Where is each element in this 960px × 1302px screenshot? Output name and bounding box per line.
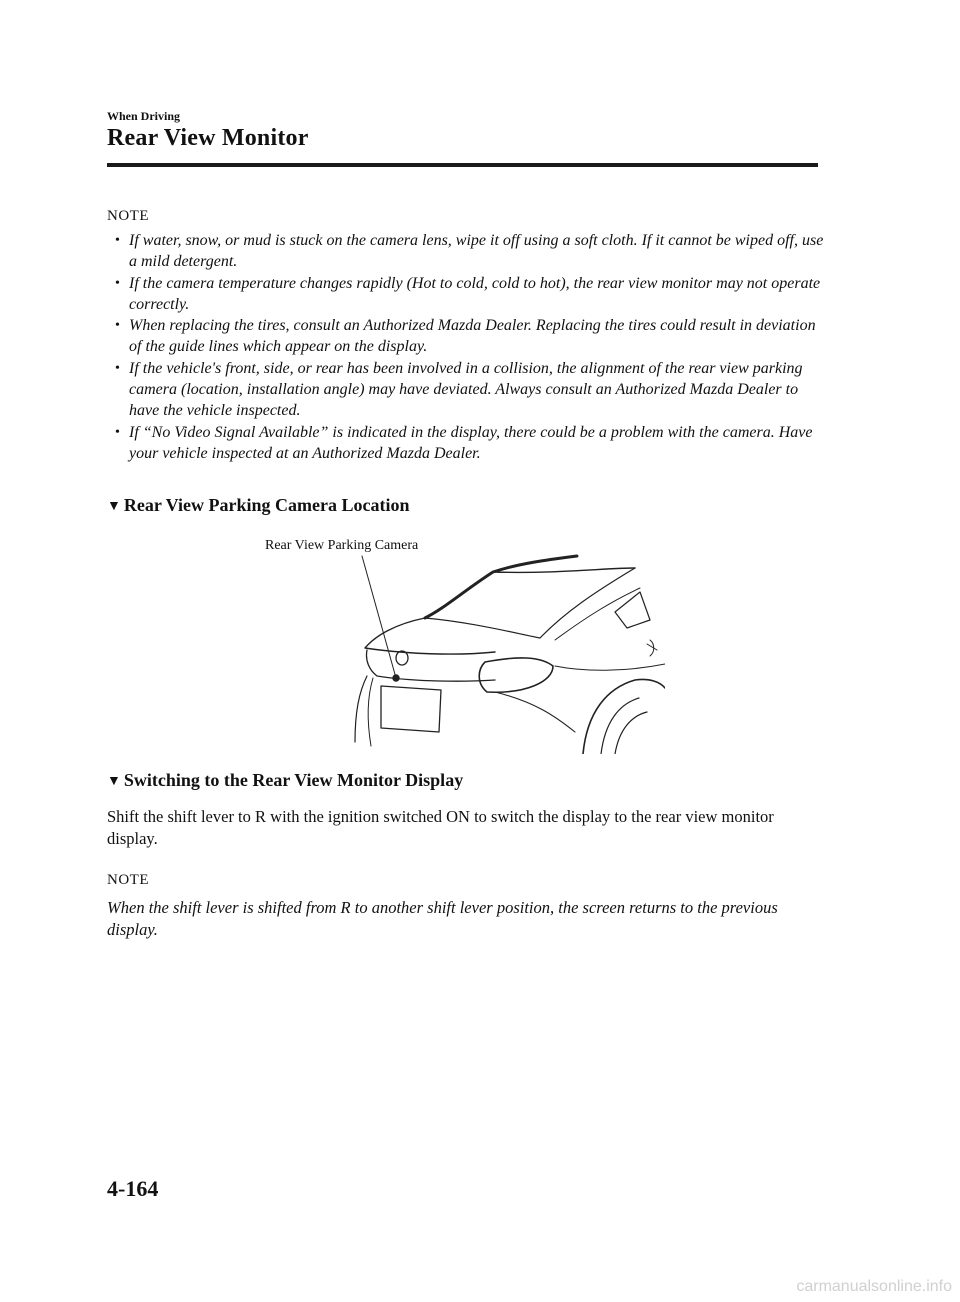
triangle-marker-icon: ▼	[107, 774, 121, 789]
c-pillar-inner	[555, 588, 640, 640]
body-side-line	[555, 664, 665, 670]
watermark: carmanualsonline.info	[796, 1278, 952, 1295]
note-item-text: If “No Video Signal Available” is indicated in the display, there could be a problem with the camera. Have your vehicle inspected at an Authorized Mazda Dealer.	[129, 423, 813, 462]
note-item-text: If water, snow, or mud is stuck on the camera lens, wipe it off using a soft cloth. If it cannot be wiped off, use a mild detergent.	[129, 232, 824, 271]
rear-window-edge	[425, 556, 577, 618]
fuel-door	[647, 640, 657, 656]
license-plate-recess	[381, 686, 441, 732]
camera-location-figure	[255, 532, 665, 754]
page-number: 4-164	[107, 1176, 159, 1201]
section-heading-text: Rear View Parking Camera Location	[123, 495, 410, 515]
emblem	[396, 651, 408, 665]
section-heading-switching-display	[107, 770, 463, 791]
bumper-inner	[368, 678, 373, 746]
roof-line	[493, 568, 635, 572]
note-label: NOTE	[107, 208, 149, 224]
c-pillar	[540, 568, 635, 638]
note-item	[107, 273, 827, 316]
note-item-text: If the camera temperature changes rapidly (Hot to cold, cold to hot), the rear view monitor may not operate correctly.	[129, 274, 821, 313]
triangle-marker-icon: ▼	[107, 499, 121, 514]
note-item-text: If the vehicle's front, side, or rear has been involved in a collision, the alignment of the rear view parking camera (location, installation angle) may have deviated. Always consult an Authorized Mazda Dealer to have the vehicle inspected.	[129, 359, 803, 420]
section-heading-camera-location	[107, 495, 410, 516]
wheel-arch	[583, 679, 665, 754]
body-paragraph: Shift the shift lever to R with the ignition switched ON to switch the display to the rear view monitor display.	[107, 807, 774, 848]
note-item	[107, 358, 827, 422]
camera-callout-label: Rear View Parking Camera	[265, 538, 419, 553]
car-rear-illustration	[255, 532, 665, 754]
note-item	[107, 422, 827, 465]
note-list	[107, 230, 827, 464]
tire-inner	[615, 712, 647, 754]
tail-light	[479, 658, 553, 692]
page-title: Rear View Monitor	[107, 125, 309, 151]
note-text: When the shift lever is shifted from R to another shift lever position, the screen returns to the previous display.	[107, 898, 778, 939]
title-rule	[107, 163, 818, 167]
note-item	[107, 230, 827, 273]
note-label: NOTE	[107, 872, 149, 888]
trunk-garnish	[366, 650, 495, 681]
bumper-left	[355, 676, 367, 742]
note-item	[107, 315, 827, 358]
rear-quarter-line	[495, 692, 575, 732]
bullet-icon: •	[115, 233, 120, 248]
section-heading-text: Switching to the Rear View Monitor Display	[123, 770, 464, 790]
bullet-icon: •	[115, 424, 120, 440]
bullet-icon: •	[115, 275, 120, 291]
note-item-text: When replacing the tires, consult an Authorized Mazda Dealer. Replacing the tires could result in deviation of the guide lines which appear on the display.	[129, 317, 816, 356]
section-label: When Driving	[107, 109, 181, 123]
quarter-window	[615, 592, 650, 628]
camera-marker	[393, 675, 399, 681]
bullet-icon: •	[115, 318, 120, 334]
bullet-icon: •	[115, 360, 120, 376]
tire-outer	[601, 698, 639, 754]
trunk-edge	[425, 618, 540, 638]
